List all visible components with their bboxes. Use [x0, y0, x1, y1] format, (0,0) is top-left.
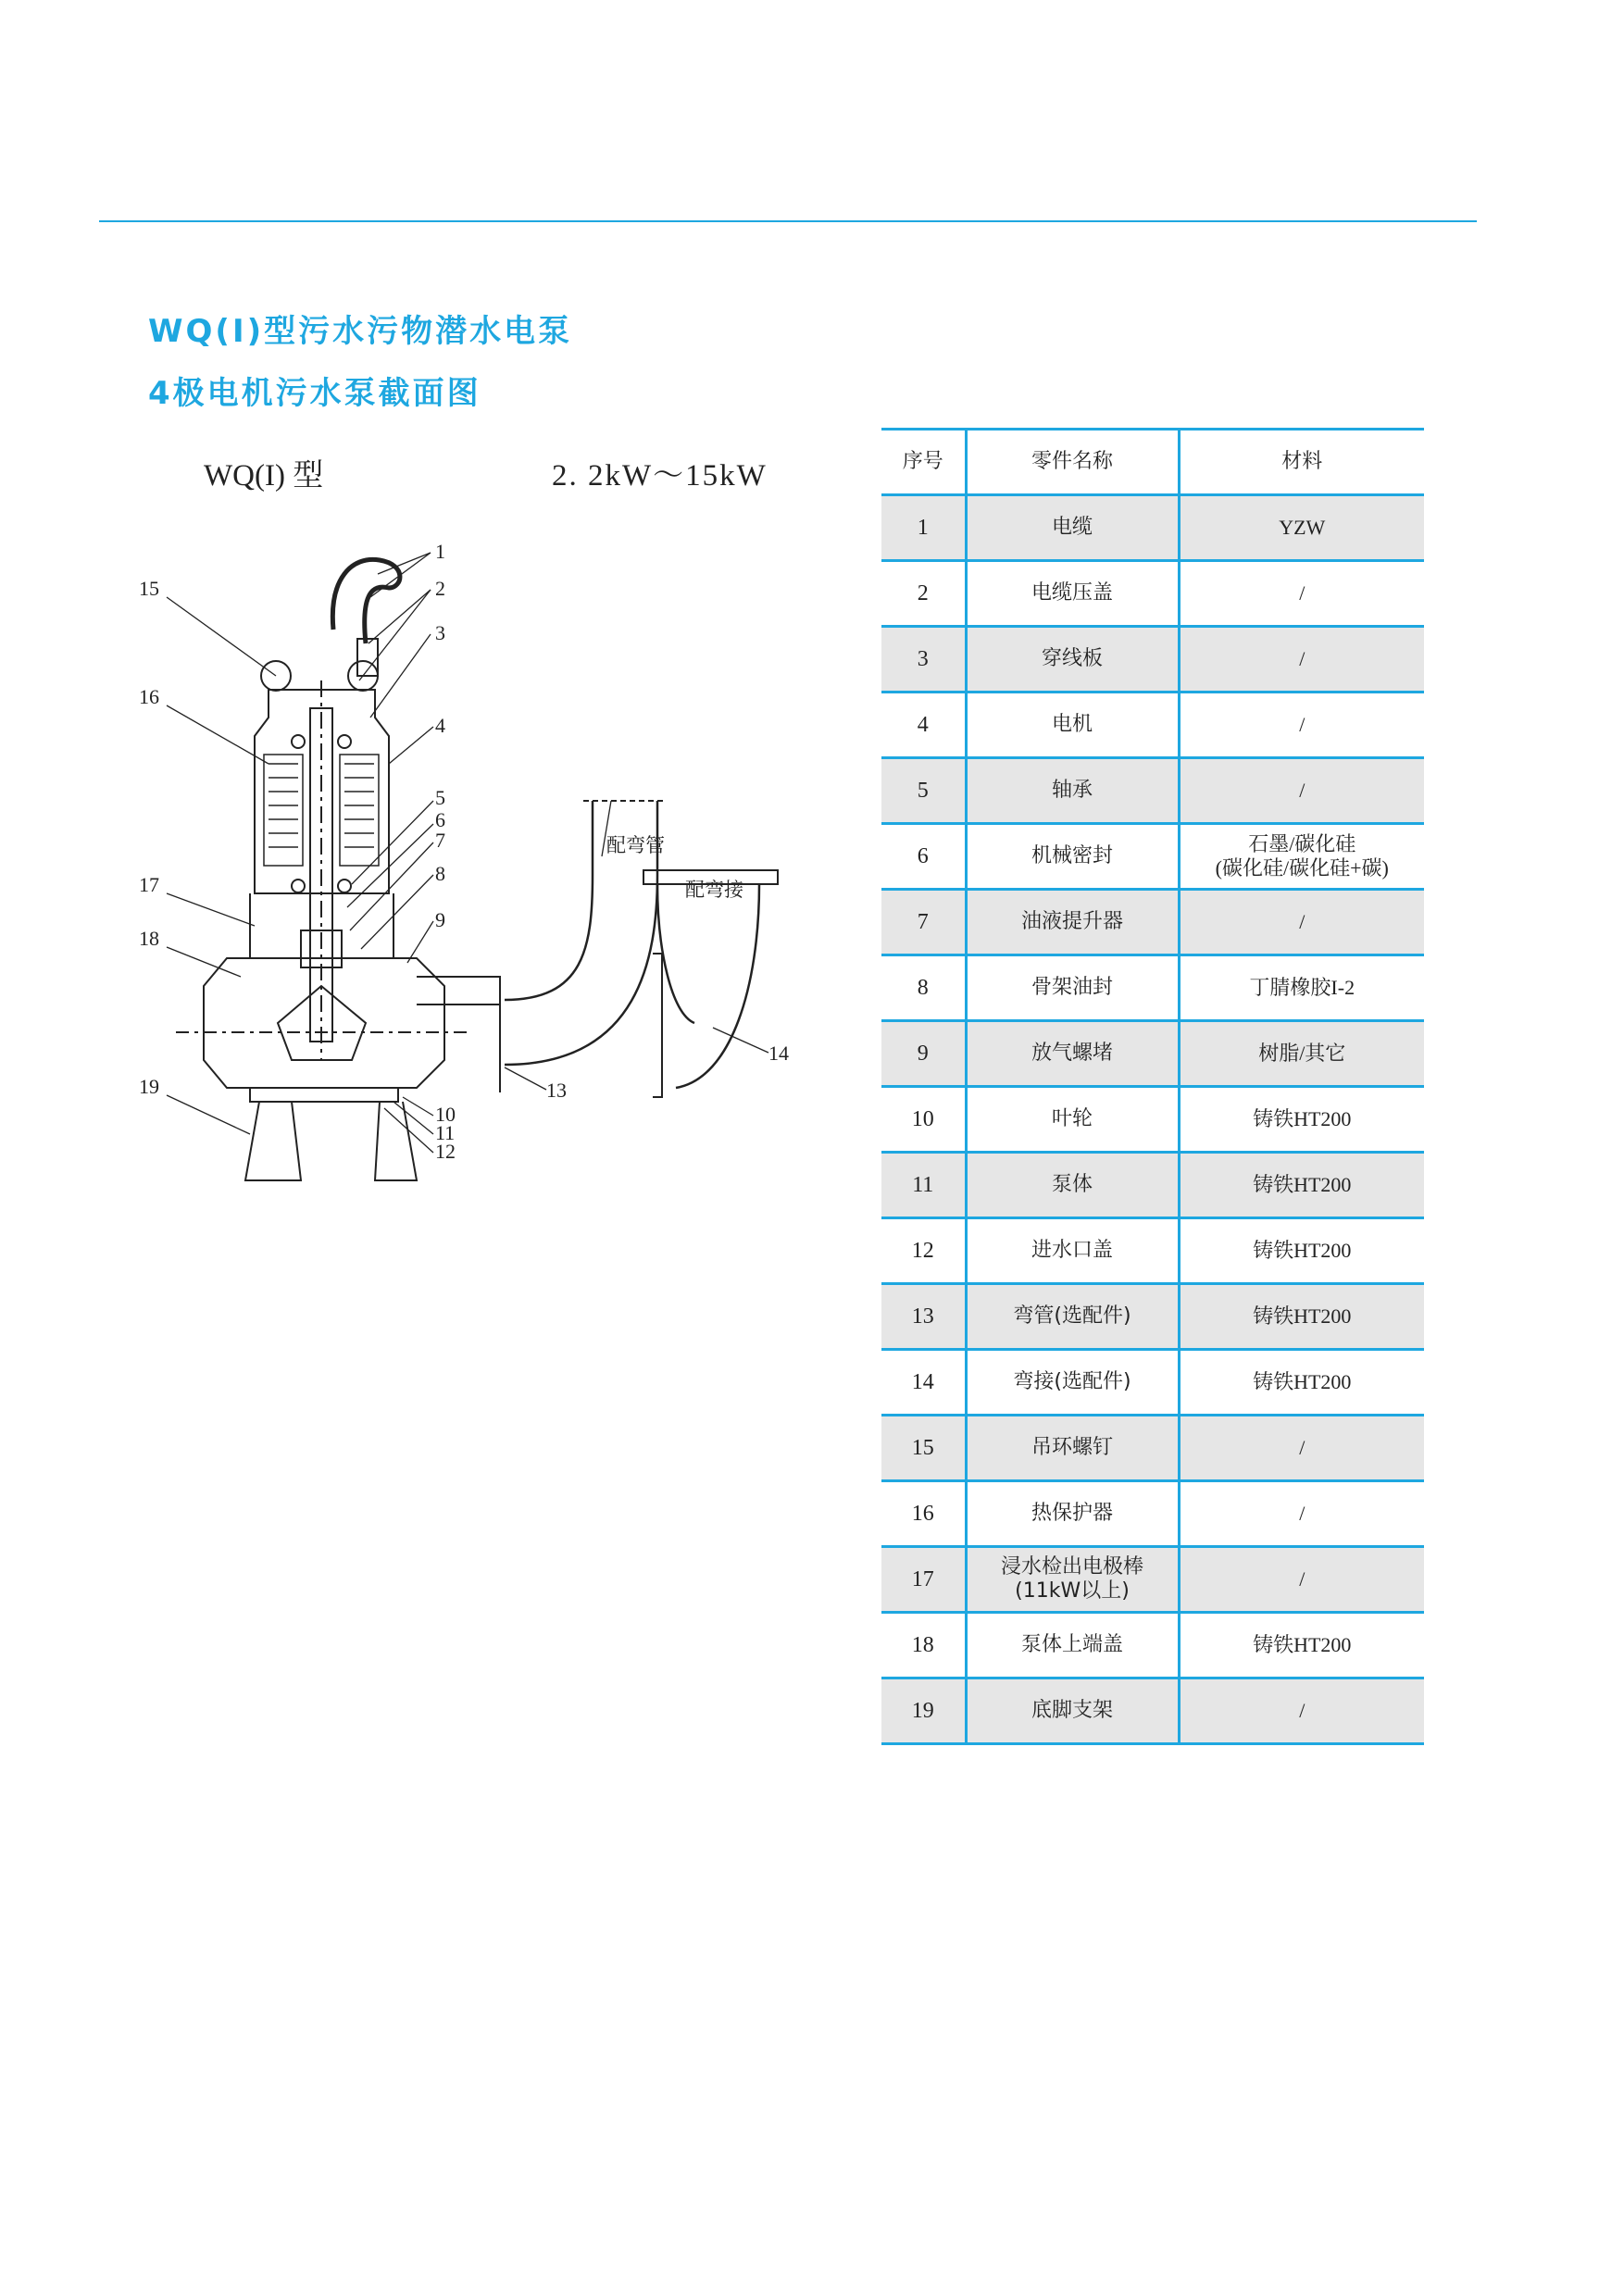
volute-drawing: [204, 958, 444, 1088]
table-row: [881, 495, 1424, 561]
callout-12: 12: [435, 1140, 456, 1163]
row-part-name: 放气螺堵: [966, 1021, 1179, 1087]
row-material: /: [1179, 758, 1424, 824]
row-part-name: 泵体上端盖: [966, 1613, 1179, 1678]
row-part-name: 弯管(选配件): [966, 1284, 1179, 1350]
row-part-name-line2: (11kW以上): [1015, 1579, 1130, 1603]
row-number: 19: [881, 1678, 966, 1744]
callout-3: 3: [435, 621, 445, 644]
inlet-cover-drawing: [250, 1088, 398, 1102]
row-material: /: [1179, 1678, 1424, 1744]
row-material: 铸铁HT200: [1179, 1218, 1424, 1284]
row-material: YZW: [1179, 495, 1424, 561]
stand-right-drawing: [375, 1102, 417, 1180]
row-material: /: [1179, 1481, 1424, 1547]
callout-2: 2: [435, 577, 445, 600]
row-material: /: [1179, 1416, 1424, 1481]
row-number: 11: [881, 1153, 966, 1218]
row-part-name: 骨架油封: [966, 955, 1179, 1021]
row-number: 14: [881, 1350, 966, 1416]
row-number: 15: [881, 1416, 966, 1481]
row-material: 铸铁HT200: [1179, 1350, 1424, 1416]
table-row: [881, 1678, 1424, 1744]
row-part-name: 电缆: [966, 495, 1179, 561]
row-part-name: 油液提升器: [966, 890, 1179, 955]
callout-18: 18: [139, 927, 159, 950]
row-material-line1: 石墨/碳化硅: [1248, 832, 1356, 855]
row-material: 丁腈橡胶I-2: [1179, 955, 1424, 1021]
callout-8: 8: [435, 862, 445, 885]
header-part-name: 零件名称: [966, 430, 1179, 495]
table-row: [881, 627, 1424, 693]
callout-7: 7: [435, 829, 445, 852]
discharge-outlet-drawing: [417, 977, 500, 1004]
row-number: 13: [881, 1284, 966, 1350]
figure-power-range: 2. 2kW～15kW: [552, 459, 768, 493]
row-number: 10: [881, 1087, 966, 1153]
callout-6: 6: [435, 808, 445, 831]
row-part-name: 吊环螺钉: [966, 1416, 1179, 1481]
callout-15: 15: [139, 577, 159, 600]
elbow-drawing: [657, 884, 759, 1088]
row-number: 16: [881, 1481, 966, 1547]
callout-11: 11: [435, 1121, 456, 1144]
bearing-upper-right: [338, 735, 351, 748]
table-row: [881, 693, 1424, 758]
row-part-name: 底脚支架: [966, 1678, 1179, 1744]
row-number: 6: [881, 824, 966, 890]
row-number: 8: [881, 955, 966, 1021]
row-number: 3: [881, 627, 966, 693]
elbow-lower-flange: [653, 954, 662, 1097]
row-material: /: [1179, 890, 1424, 955]
row-number: 4: [881, 693, 966, 758]
figure-model-label: WQ(I) 型: [204, 459, 324, 493]
cable-drawing: [332, 559, 400, 643]
row-part-name: 轴承: [966, 758, 1179, 824]
table-row: [881, 1284, 1424, 1350]
pump-section-drawing: [139, 542, 843, 1208]
page-title: WQ(I)型污水污物潜水电泵: [148, 313, 573, 350]
top-divider-line: [99, 220, 1477, 222]
row-number: 9: [881, 1021, 966, 1087]
row-part-name: 电机: [966, 693, 1179, 758]
table-row: [881, 824, 1424, 890]
row-material: 铸铁HT200: [1179, 1153, 1424, 1218]
row-part-name: [966, 1547, 1179, 1613]
row-part-name: 穿线板: [966, 627, 1179, 693]
table-row: [881, 1153, 1424, 1218]
row-material: /: [1179, 693, 1424, 758]
table-row: [881, 758, 1424, 824]
row-material: /: [1179, 1547, 1424, 1613]
row-number: 5: [881, 758, 966, 824]
bearing-upper-left: [292, 735, 305, 748]
row-part-name-line1: 浸水检出电极棒: [1000, 1555, 1143, 1578]
header-material: 材料: [1179, 430, 1424, 495]
callout-13: 13: [546, 1079, 567, 1102]
callout-17: 17: [139, 873, 159, 896]
callout-4: 4: [435, 714, 445, 737]
table-row: [881, 1350, 1424, 1416]
parts-table: [881, 428, 1424, 1745]
table-row: [881, 1613, 1424, 1678]
table-row: [881, 561, 1424, 627]
callout-19: 19: [139, 1075, 159, 1098]
row-part-name: 弯接(选配件): [966, 1350, 1179, 1416]
leader-lines: [167, 553, 768, 1153]
row-material: 铸铁HT200: [1179, 1284, 1424, 1350]
header-index: 序号: [881, 430, 966, 495]
callout-10: 10: [435, 1103, 456, 1126]
stand-left-drawing: [245, 1102, 301, 1180]
table-row: [881, 955, 1424, 1021]
row-material: 铸铁HT200: [1179, 1087, 1424, 1153]
table-row: [881, 1218, 1424, 1284]
table-header-row: [881, 430, 1424, 495]
row-number: 12: [881, 1218, 966, 1284]
row-number: 1: [881, 495, 966, 561]
callout-9: 9: [435, 908, 445, 931]
bearing-lower-left: [292, 880, 305, 892]
row-number: 17: [881, 1547, 966, 1613]
row-part-name: 机械密封: [966, 824, 1179, 890]
table-row: [881, 1547, 1424, 1613]
row-part-name: 热保护器: [966, 1481, 1179, 1547]
table-row: [881, 1481, 1424, 1547]
row-material-line2: (碳化硅/碳化硅+碳): [1215, 856, 1389, 880]
row-material: /: [1179, 561, 1424, 627]
row-number: 18: [881, 1613, 966, 1678]
table-row: [881, 1416, 1424, 1481]
row-number: 7: [881, 890, 966, 955]
callout-1: 1: [435, 542, 445, 563]
callout-14: 14: [768, 1042, 789, 1065]
row-material: 树脂/其它: [1179, 1021, 1424, 1087]
table-row: [881, 1021, 1424, 1087]
pipe-elbow-label: 配弯接: [685, 879, 743, 901]
table-row: [881, 890, 1424, 955]
callout-5: 5: [435, 786, 445, 809]
page-subtitle: 4极电机污水泵截面图: [148, 375, 481, 412]
row-part-name: 电缆压盖: [966, 561, 1179, 627]
row-material: /: [1179, 627, 1424, 693]
pipe-bend-label: 配弯管: [606, 834, 665, 856]
row-material: [1179, 824, 1424, 890]
row-part-name: 进水口盖: [966, 1218, 1179, 1284]
bearing-lower-right: [338, 880, 351, 892]
row-part-name: 泵体: [966, 1153, 1179, 1218]
row-material: 铸铁HT200: [1179, 1613, 1424, 1678]
row-number: 2: [881, 561, 966, 627]
callout-16: 16: [139, 685, 159, 708]
table-row: [881, 1087, 1424, 1153]
row-part-name: 叶轮: [966, 1087, 1179, 1153]
